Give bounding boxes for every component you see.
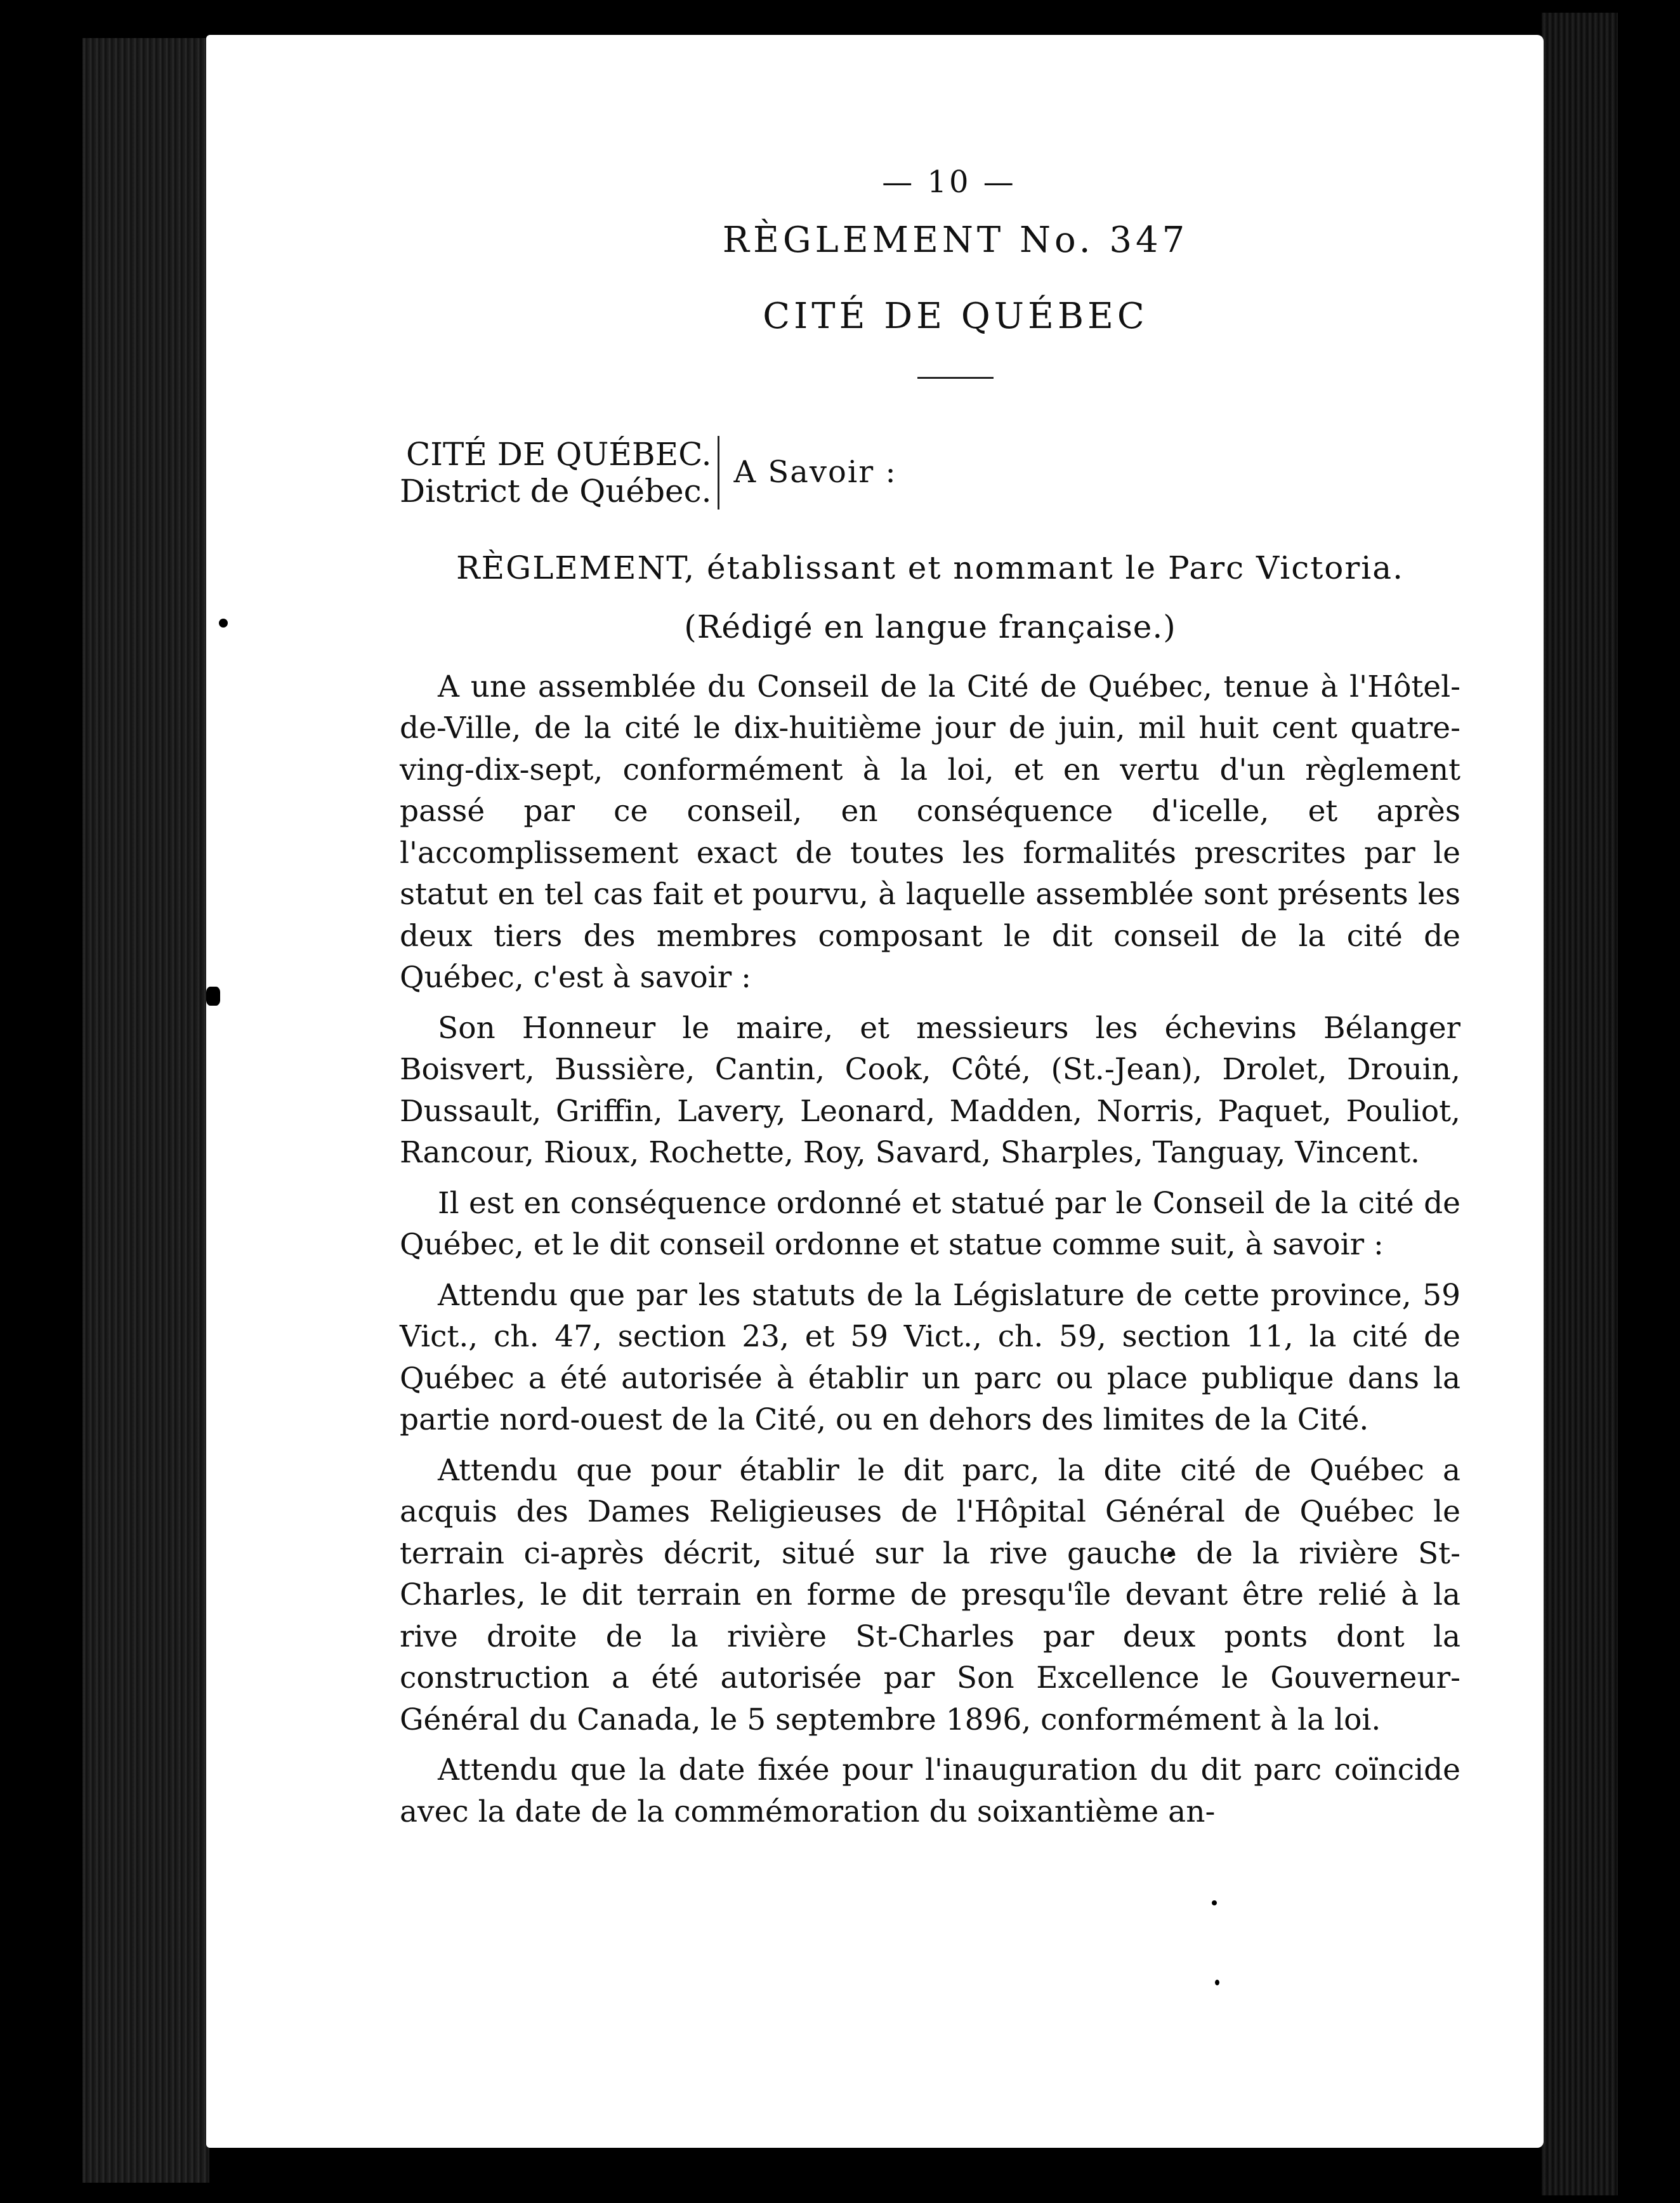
paragraph-ordained: Il est en conséquence ordonné et statué par le Conseil de la cité de Québec, et le dit conseil ordonne et statue comme suit, à savoir :: [400, 1185, 1460, 1262]
locality-block: [400, 436, 1460, 510]
language-note: (Rédigé en langue française.): [684, 608, 1176, 645]
page-number: — 10 —: [882, 164, 1016, 200]
paragraph-statutes: Attendu que par les statuts de la Législature de cette province, 59 Vict., ch. 47, section 23, et 59 Vict., ch. 59, section 11, la cité de Québec a été autorisée à établir un parc ou place publique dans la partie nord-ouest de la Cité, ou en dehors des limites de la Cité.: [400, 1277, 1460, 1437]
locality-city: CITÉ DE QUÉBEC.: [406, 435, 712, 473]
scan-speck: [1215, 1980, 1219, 1985]
city-heading: CITÉ DE QUÉBEC: [763, 295, 1148, 337]
bylaw-title: RÈGLEMENT, établissant et nommant le Parc Victoria.: [456, 549, 1405, 586]
paragraph-assembly: A une assemblée du Conseil de la Cité de Québec, tenue à l'Hôtel-de-Ville, de la cité le dix-huitième jour de juin, mil huit cent quatre-ving-dix-sept, conformément à la loi, et en vertu d'un règlement passé par ce conseil, en conséquence d'icelle, et après l'accomplissement exact de toutes les formalités prescrites par le statut en tel cas fait et pourvu, à laquelle assemblée sont présents les deux tiers des membres composant le dit conseil de la cité de Québec, c'est à savoir :: [400, 669, 1460, 995]
locality-district: District de Québec.: [400, 472, 712, 510]
scan-speck: [206, 987, 220, 1006]
book-edge-left: [82, 38, 209, 2183]
locality-savoir: A Savoir :: [733, 454, 897, 490]
bylaw-number-heading: RÈGLEMENT No. 347: [722, 219, 1189, 261]
scan-speck: [1212, 1900, 1217, 1905]
heading-rule: [917, 377, 994, 379]
paragraph-inauguration: Attendu que la date fixée pour l'inauguration du dit parc coïncide avec la date de la commémoration du soixantième an-: [400, 1753, 1460, 1829]
book-edge-right: [1542, 13, 1618, 2195]
paragraph-land: Attendu que pour établir le dit parc, la dite cité de Québec a acquis des Dames Religieuses de l'Hôpital Général de Québec le terrain ci-après décrit, situé sur la rive gauche de la rivière St-Charles, le dit terrain en forme de presqu'île devant être relié à la rive droite de la rivière St-Charles par deux ponts dont la construction a été autorisée par Son Excellence le Gouverneur-Général du Canada, le 5 septembre 1896, conformément à la loi.: [400, 1452, 1460, 1737]
scan-speck: [219, 619, 228, 628]
locality-lines: [400, 436, 719, 510]
paragraph-aldermen: Son Honneur le maire, et messieurs les échevins Bélanger Boisvert, Bussière, Cantin, Cook, Côté, (St.-Jean), Drolet, Drouin, Dussault, Griffin, Lavery, Leonard, Madden, Norris, Paquet, Pouliot, Rancour, Rioux, Rochette, Roy, Savard, Sharples, Tanguay, Vincent.: [400, 1010, 1460, 1170]
page-text: [400, 162, 1460, 1875]
